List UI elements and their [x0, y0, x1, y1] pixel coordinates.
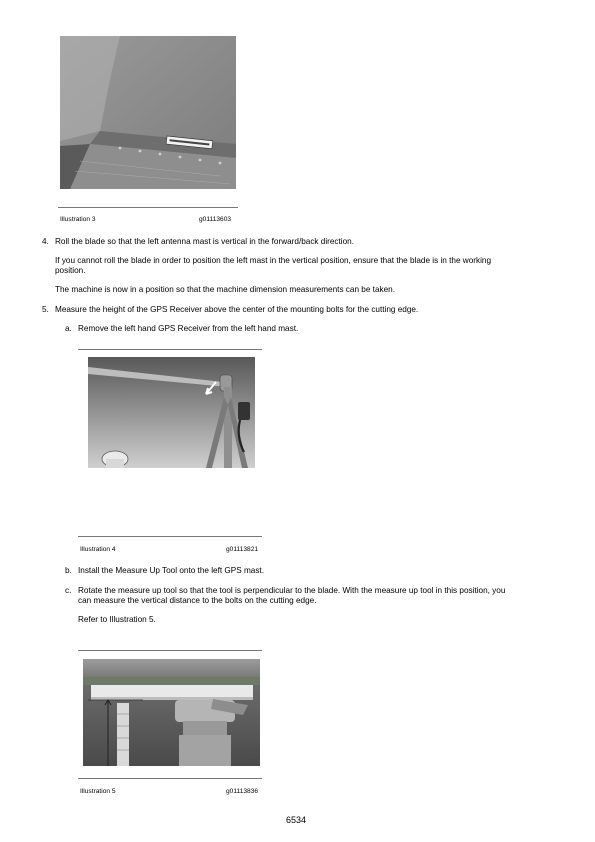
illustration-5-top-rule — [78, 650, 262, 651]
illustration-3-label: Illustration 3 — [60, 216, 96, 223]
illustration-5-label: Illustration 5 — [80, 788, 116, 795]
illustration-3-rule — [58, 207, 238, 208]
step-5b-letter: b. — [65, 566, 72, 575]
illustration-5-code: g01113836 — [226, 788, 259, 795]
illustration-4-photo — [88, 357, 255, 468]
gps-mast-photo-image — [88, 357, 255, 468]
illustration-3-code: g01113603 — [199, 216, 232, 223]
page-number: 6534 — [286, 815, 307, 825]
step-5c-line2: can measure the vertical distance to the bolts on the cutting edge. — [78, 596, 317, 605]
step-5-number: 5. — [42, 305, 49, 314]
step-4-note-line1: If you cannot roll the blade in order to position the left mast in the vertical position, ensure that the blade is in the working — [55, 256, 492, 265]
illustration-5-photo — [83, 659, 260, 766]
step-5c-line1: Rotate the measure up tool so that the tool is perpendicular to the blade. With the measure up tool in this position, you — [78, 586, 506, 595]
step-4-note-line2: position. — [55, 266, 86, 275]
illustration-4-label: Illustration 4 — [80, 546, 116, 553]
blade-photo-image — [60, 36, 236, 189]
illustration-5-bottom-rule — [78, 778, 262, 779]
step-5-text: Measure the height of the GPS Receiver above the center of the mounting bolts for the cutting edge. — [55, 305, 419, 314]
step-4-number: 4. — [42, 237, 49, 246]
step-5b-text: Install the Measure Up Tool onto the left GPS mast. — [78, 566, 264, 575]
step-5a-text: Remove the left hand GPS Receiver from the left hand mast. — [78, 324, 299, 333]
illustration-4-code: g01113821 — [226, 546, 259, 553]
measure-up-tool-photo-image — [83, 659, 260, 766]
step-5c-letter: c. — [65, 586, 72, 595]
illustration-4-top-rule — [78, 349, 262, 350]
step-4-note2: The machine is now in a position so that the machine dimension measurements can be taken. — [55, 285, 395, 294]
step-5a-letter: a. — [65, 324, 72, 333]
step-4-text: Roll the blade so that the left antenna mast is vertical in the forward/back direction. — [55, 237, 355, 246]
step-5c-refer: Refer to Illustration 5. — [78, 615, 156, 624]
illustration-4-bottom-rule — [78, 536, 262, 537]
illustration-3-photo — [60, 36, 236, 189]
